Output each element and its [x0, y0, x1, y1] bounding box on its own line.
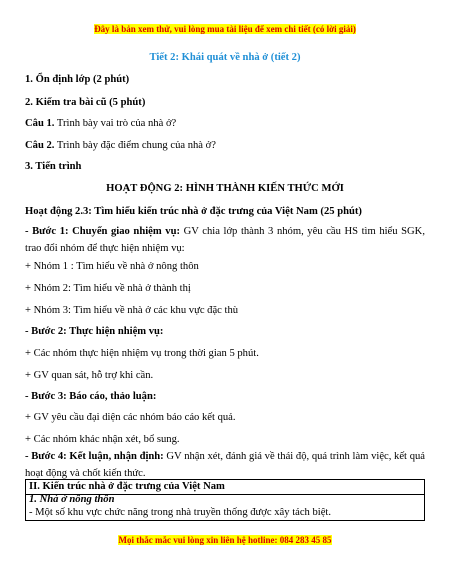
section-2-heading: 2. Kiểm tra bài cũ (5 phút)	[25, 97, 146, 108]
step-2-item-1: + Các nhóm thực hiện nhiệm vụ trong thời gian 5 phút.	[25, 348, 259, 359]
step-1-paragraph	[25, 223, 425, 257]
step-4-text: GV nhận xét, đánh giá về thái độ, quá trình làm việc, kết quả hoạt động và chốt kiến thức.	[25, 451, 425, 479]
lesson-title: Tiết 2: Khái quát về nhà ở (tiết 2)	[149, 52, 301, 63]
preview-banner	[0, 24, 450, 34]
step-1-label: - Bước 1: Chuyển giao nhiệm vụ:	[25, 226, 180, 237]
knowledge-box-subtitle: 1. Nhà ở nông thôn	[29, 494, 115, 505]
knowledge-box-line: - Một số khu vực chức năng trong nhà truyền thống được xây tách biệt.	[29, 507, 332, 518]
step-3-label: - Bước 3: Báo cáo, thảo luận:	[25, 391, 157, 402]
question-2-text: Trình bày đặc điểm chung của nhà ở?	[54, 140, 216, 151]
question-1-text: Trình bày vai trò của nhà ở?	[54, 118, 177, 129]
step-1-text: GV chia lớp thành 3 nhóm, yêu cầu HS tìm hiểu SGK, trao đổi nhóm để thực hiện nhiệm vụ:	[25, 226, 425, 254]
hotline-banner	[0, 535, 450, 545]
question-1	[25, 118, 176, 129]
knowledge-box-title: II. Kiến trúc nhà ở đặc trưng của Việt Nam	[29, 481, 225, 492]
group-3-item: + Nhóm 3: Tìm hiểu về nhà ở các khu vực đặc thù	[25, 305, 239, 316]
group-1-item: + Nhóm 1 : Tìm hiểu về nhà ở nông thôn	[25, 261, 199, 272]
step-3-item-1: + GV yêu cầu đại diện các nhóm báo cáo kết quả.	[25, 412, 236, 423]
step-4-label: - Bước 4: Kết luận, nhận định:	[25, 451, 164, 462]
section-1-heading: 1. Ổn định lớp (2 phút)	[25, 74, 130, 85]
step-2-label: - Bước 2: Thực hiện nhiệm vụ:	[25, 326, 164, 337]
preview-banner-text: Đây là bản xem thử, vui lòng mua tài liệu để xem chi tiết (có lời giải)	[94, 24, 356, 34]
step-3-item-2: + Các nhóm khác nhận xét, bổ sung.	[25, 434, 180, 445]
question-2-label: Câu 2.	[25, 140, 55, 151]
section-3-heading: 3. Tiến trình	[25, 161, 82, 172]
group-2-item: + Nhóm 2: Tìm hiểu về nhà ở thành thị	[25, 283, 191, 294]
question-2	[25, 140, 216, 151]
knowledge-box	[25, 479, 425, 521]
question-1-label: Câu 1.	[25, 118, 55, 129]
activity-subheading: Hoạt động 2.3: Tìm hiểu kiến trúc nhà ở đặc trưng của Việt Nam (25 phút)	[25, 206, 362, 217]
step-2-item-2: + GV quan sát, hỗ trợ khi cần.	[25, 370, 154, 381]
hotline-banner-text: Mọi thắc mắc vui lòng xin liên hệ hotline: 084 283 45 85	[118, 535, 332, 545]
activity-heading: HOẠT ĐỘNG 2: HÌNH THÀNH KIẾN THỨC MỚI	[106, 183, 344, 194]
step-4-paragraph	[25, 448, 425, 482]
